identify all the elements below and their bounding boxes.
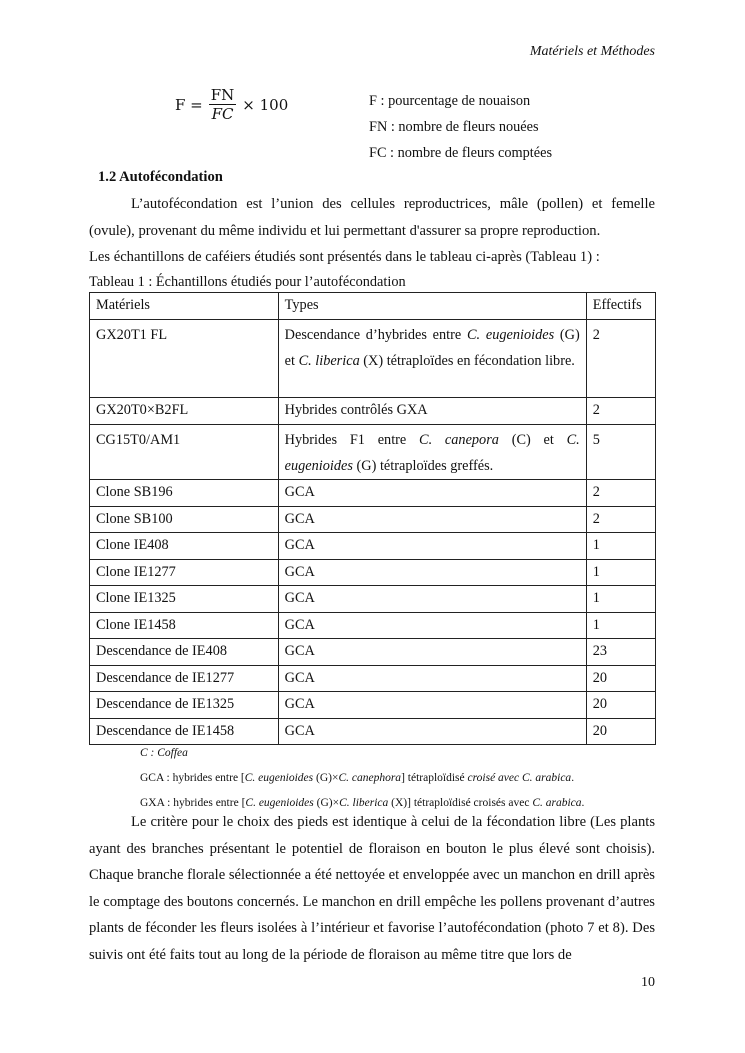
text-run: GCA <box>284 643 315 659</box>
formula-rhs: × 100 <box>242 95 289 114</box>
table-row <box>90 320 656 398</box>
table-row <box>90 425 656 480</box>
definition-fn: FN : nombre de fleurs nouées <box>369 119 539 135</box>
formula-lhs: F = <box>175 95 203 114</box>
material-cell: Descendance de IE1325 <box>90 692 279 719</box>
count-cell: 1 <box>586 586 655 613</box>
count-cell: 1 <box>586 559 655 586</box>
material-cell: CG15T0/AM1 <box>90 425 279 480</box>
text-run: GXA : hybrides entre [ <box>140 797 246 809</box>
table-notes <box>140 741 584 816</box>
type-cell <box>278 692 586 719</box>
text-run: croisé avec C. arabica <box>467 772 572 784</box>
material-cell: Clone IE1458 <box>90 612 279 639</box>
text-run: GCA <box>284 696 315 712</box>
text-run: (G)× <box>313 797 340 809</box>
table-caption: Tableau 1 : Échantillons étudiés pour l’autofécondation <box>89 274 406 290</box>
type-cell <box>278 533 586 560</box>
material-cell: Clone IE1277 <box>90 559 279 586</box>
running-header: Matériels et Méthodes <box>529 44 655 59</box>
text-run: C. liberica <box>339 797 389 809</box>
text-run: GCA <box>284 510 315 527</box>
table-row <box>90 506 656 533</box>
note-gca <box>140 766 584 791</box>
table-header-row <box>90 293 656 320</box>
count-cell: 1 <box>586 533 655 560</box>
material-cell: Descendance de IE408 <box>90 639 279 666</box>
header-effectifs: Effectifs <box>586 293 655 320</box>
count-cell: 23 <box>586 639 655 666</box>
material-cell: GX20T0×B2FL <box>90 398 279 425</box>
text-run: (G) tétraploïdes greffés. <box>352 458 494 474</box>
type-cell <box>278 586 586 613</box>
text-run: C. eugenioides <box>244 772 314 784</box>
material-cell: Clone IE408 <box>90 533 279 560</box>
type-cell <box>278 612 586 639</box>
table-row <box>90 398 656 425</box>
type-cell <box>278 506 586 533</box>
type-cell <box>278 665 586 692</box>
table-row <box>90 692 656 719</box>
text-run: GCA <box>284 722 315 739</box>
samples-table <box>89 292 656 745</box>
definition-fc: FC : nombre de fleurs comptées <box>369 145 553 161</box>
material-cell: Clone SB100 <box>90 506 279 533</box>
text-run: GCA <box>284 537 315 553</box>
text-run: C. canepora <box>419 432 499 448</box>
count-cell: 2 <box>586 398 655 425</box>
text-run: C. eugenioides <box>245 797 314 809</box>
text-run: (X) tétraploïdes en fécondation libre. <box>359 353 575 369</box>
type-cell <box>278 480 586 507</box>
text-run: C. liberica <box>298 353 360 369</box>
table-row <box>90 533 656 560</box>
table-row <box>90 639 656 666</box>
count-cell: 20 <box>586 665 655 692</box>
text-run: C. eugenioides <box>284 432 580 474</box>
formula-numerator: FN <box>210 86 235 104</box>
type-cell <box>278 398 586 425</box>
text-run: Hybrides contrôlés GXA <box>284 402 428 418</box>
header-materiels: Matériels <box>90 293 279 320</box>
text-run: GCA <box>284 484 315 500</box>
text-run: GCA <box>284 590 315 606</box>
table-row <box>90 480 656 507</box>
text-run: C : Coffea <box>140 747 188 759</box>
count-cell: 20 <box>586 718 655 745</box>
text-run: GCA : hybrides entre [ <box>140 772 245 784</box>
table-row <box>90 559 656 586</box>
type-cell <box>278 639 586 666</box>
definition-f: F : pourcentage de nouaison <box>369 93 531 109</box>
text-run: (C) et <box>498 432 567 448</box>
section-title: 1.2 Autofécondation <box>98 169 223 185</box>
text-run: C. eugenioides <box>467 327 555 343</box>
formula-definitions <box>369 88 552 166</box>
text-run: . <box>581 797 585 809</box>
type-cell <box>278 320 586 398</box>
formula-denominator: FC <box>211 105 234 123</box>
page-number: 10 <box>641 975 655 990</box>
material-cell: Clone IE1325 <box>90 586 279 613</box>
paragraph-intro-table: Les échantillons de caféiers étudiés sont présentés dans le tableau ci-après (Tableau 1) : <box>89 249 600 265</box>
text-run: ] tétraploïdisé <box>401 772 468 784</box>
count-cell: 2 <box>586 320 655 398</box>
text-run: Descendance d’hybrides entre <box>284 327 467 343</box>
count-cell: 2 <box>586 506 655 533</box>
count-cell: 2 <box>586 480 655 507</box>
note-coffea <box>140 741 584 766</box>
text-run: (X)] tétraploïdisé croisés avec <box>388 797 533 809</box>
table-row <box>90 586 656 613</box>
table-row <box>90 665 656 692</box>
material-cell: GX20T1 FL <box>90 320 279 398</box>
count-cell: 5 <box>586 425 655 480</box>
text-run: GCA <box>284 563 315 580</box>
count-cell: 20 <box>586 692 655 719</box>
material-cell: Descendance de IE1277 <box>90 665 279 692</box>
type-cell <box>278 559 586 586</box>
header-types: Types <box>278 293 586 320</box>
material-cell: Descendance de IE1458 <box>90 718 279 745</box>
count-cell: 1 <box>586 612 655 639</box>
text-run: (G) et <box>284 327 580 369</box>
material-cell: Clone SB196 <box>90 480 279 507</box>
text-run: . <box>571 772 575 784</box>
paragraph-definition: L’autofécondation est l’union des cellules reproductrices, mâle (pollen) et femelle (ovule), provenant du même individu et lui permettant d'assurer sa propre reproduction. <box>89 196 655 239</box>
text-run: GCA <box>284 616 315 633</box>
formula-fraction <box>209 86 237 123</box>
text-run: C. arabica <box>532 797 582 809</box>
text-run: GCA <box>284 669 315 686</box>
nouaison-formula <box>175 86 288 123</box>
table-row <box>90 612 656 639</box>
paragraph-method: Le critère pour le choix des pieds est identique à celui de la fécondation libre (Les plants ayant des branches présentant le potentiel de floraison en bouton le plus élevé sont choisis). Chaque branche florale sélectionnée a été nettoyée et enveloppée avec un manchon en drill après le comptage des boutons concernés. Le manchon en drill empêche les pollens provenant d’autres plants de féconder les fleurs isolées à l’intérieur et favorise l’autofécondation (photo 7 et 8). Des suivis ont été faits tout au long de la période de floraison au même titre que lors de <box>89 814 655 963</box>
text-run: C. canephora <box>338 772 402 784</box>
type-cell <box>278 425 586 480</box>
text-run: Hybrides F1 entre <box>284 432 420 448</box>
text-run: (G)× <box>313 772 339 784</box>
